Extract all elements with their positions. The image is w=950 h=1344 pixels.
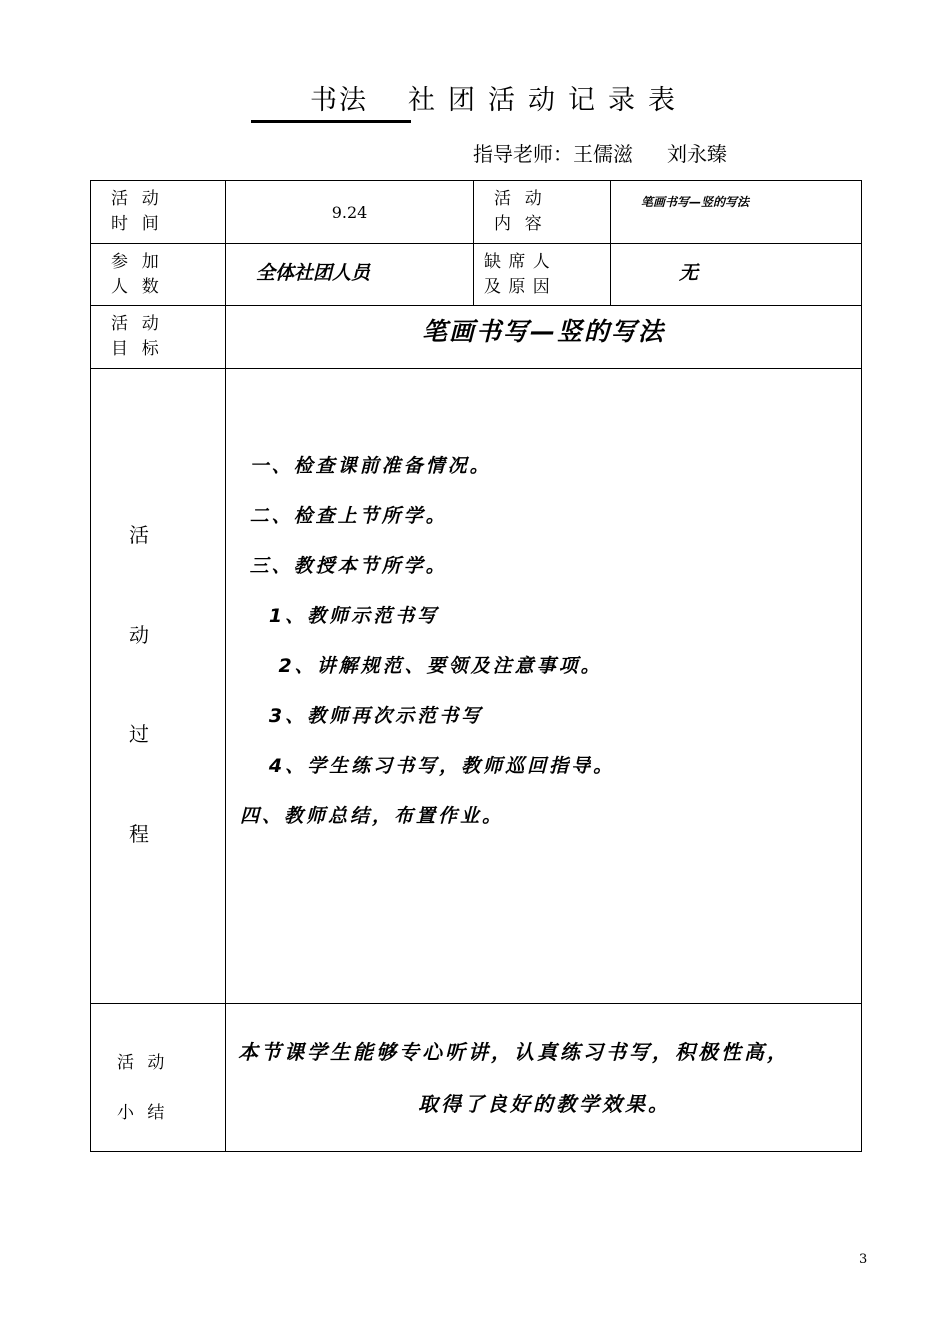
goal-value: 笔画书写—竖的写法 — [421, 317, 665, 346]
process-label-char: 程 — [129, 822, 149, 846]
row-participants — [91, 244, 862, 306]
teachers-label: 指导老师：王儒滋 — [473, 142, 633, 166]
process-step: 四、教师总结，布置作业。 — [240, 805, 505, 827]
process-step: 4、学生练习书写，教师巡回指导。 — [240, 755, 616, 777]
content-value: 笔画书写—竖的写法 — [641, 195, 750, 209]
row-summary — [91, 1004, 862, 1152]
teacher-second: 刘永臻 — [667, 142, 727, 166]
goal-label: 活 动 目 标 — [111, 314, 160, 359]
absent-label: 缺 席 人 及 原 因 — [484, 252, 551, 297]
process-step: 3、教师再次示范书写 — [240, 705, 484, 727]
process-label-char: 活 — [129, 523, 149, 547]
page-title — [310, 78, 688, 117]
date-value: 9.24 — [331, 203, 368, 222]
process-step: 2、讲解规范、要领及注意事项。 — [240, 655, 603, 677]
teachers-line — [473, 138, 727, 167]
process-step: 1、教师示范书写 — [240, 605, 440, 627]
summary-text — [226, 1004, 861, 1130]
process-step: 二、检查上节所学。 — [240, 505, 448, 527]
row-process — [91, 369, 862, 1004]
summary-line: 本节课学生能够专心听讲，认真练习书写，积极性高， — [238, 1040, 790, 1064]
row-goal — [91, 306, 862, 369]
process-steps — [226, 369, 861, 841]
title-underline — [251, 120, 411, 123]
page-number: 3 — [859, 1252, 868, 1267]
club-name: 书法 — [310, 85, 368, 116]
time-label: 活 动 时 间 — [111, 189, 160, 234]
process-label-cell — [91, 369, 226, 1004]
summary-label-line: 活 动 — [117, 1053, 169, 1073]
record-table — [90, 180, 862, 1152]
process-step: 一、检查课前准备情况。 — [240, 455, 492, 477]
summary-label — [91, 1004, 225, 1138]
participants-label: 参 加 人 数 — [111, 252, 160, 297]
participants-value: 全体社团人员 — [256, 262, 371, 284]
process-label-char: 动 — [129, 623, 149, 647]
process-label-char: 过 — [129, 722, 149, 746]
process-step: 三、教授本节所学。 — [240, 555, 448, 577]
summary-line: 取得了良好的教学效果。 — [418, 1092, 671, 1116]
summary-label-line: 小 结 — [117, 1103, 169, 1123]
content-label: 活 动 内 容 — [494, 189, 543, 234]
row-time-content — [91, 181, 862, 244]
absent-value: 无 — [679, 262, 699, 284]
title-text: 社团活动记录表 — [408, 85, 688, 116]
